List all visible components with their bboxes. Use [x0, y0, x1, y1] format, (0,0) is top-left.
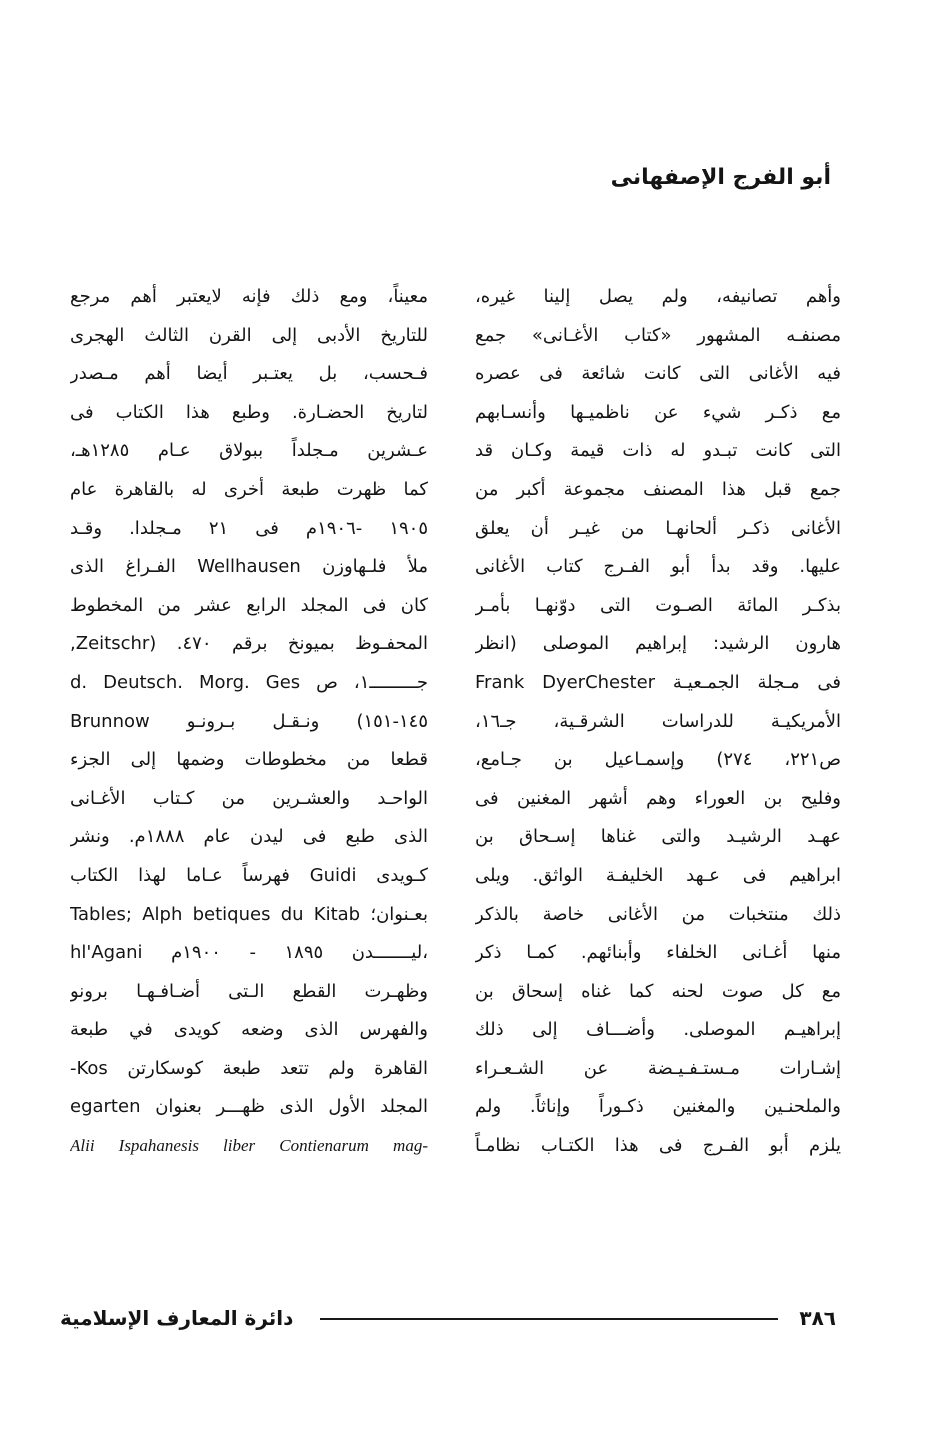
- page-number: ٣٨٦: [799, 1306, 836, 1330]
- page-footer: [60, 1298, 836, 1338]
- body-line: كـويدى Guidi فهرساً عـاما لهذا الكتاب: [70, 864, 428, 886]
- body-line: بذكـر المائة الصـوت التى دوّنهـا بأمـر: [475, 594, 841, 616]
- body-line: d. Deutsch. Morg. Ges جـــــــــ١، ص: [70, 671, 428, 693]
- body-line: ذلك منتخبات من الأغانى خاصة بالذكر: [475, 903, 841, 925]
- body-line: وأهم تصانيفه، ولم يصل إلينا غيره،: [475, 286, 841, 307]
- body-line: يلزم أبو الفـرج فى هذا الكتـاب نظامـاً: [475, 1135, 841, 1157]
- body-line: Alii Ispahanesis liber Contienarum mag-: [70, 1136, 428, 1156]
- body-line: ص٢٢١، ٢٧٤) وإسمـاعيل بن جـامع،: [475, 749, 841, 771]
- text-column-left: [70, 278, 428, 1166]
- body-line: معيناً، ومع ذلك فإنه لايعتبر أهم مرجع: [70, 286, 428, 307]
- body-line: القاهرة ولم تتعد طبعة كوسكارتن Kos-: [70, 1057, 428, 1079]
- body-line: وفليح بن العوراء وهم أشهر المغنين فى: [475, 787, 841, 809]
- body-line: مصنفـه المشهور «كتاب الأغـانى» جمع: [475, 324, 841, 346]
- body-line: الأغانى ذكـر ألحانهـا من غيـر أن يعلق: [475, 517, 841, 539]
- body-line: وظهـرت القطع الـتى أضـافـهـا برونو: [70, 980, 428, 1002]
- body-line: بعـنوان؛ Tables; Alph betiques du Kitab: [70, 903, 428, 925]
- body-line: هارون الرشيد: إبراهيم الموصلى (انظر: [475, 633, 841, 655]
- body-line: الواحـد والعشـرين من كـتاب الأغـانى: [70, 787, 428, 809]
- body-line: الذى طبع فى ليدن عام ١٨٨٨م. ونشر: [70, 826, 428, 848]
- running-header-title: أبو الفرج الإصفهانى: [610, 165, 831, 190]
- body-line: كما ظهرت طبعة أخرى له بالقاهرة عام: [70, 478, 428, 500]
- body-line: إبراهيـم الموصلى. وأضـــاف إلى ذلك: [475, 1019, 841, 1041]
- body-line: عـشرين مـجلداً ببولاق عـام ١٢٨٥هـ،: [70, 440, 428, 462]
- body-line: فيه الأغانى التى كانت شائعة فى عصره: [475, 363, 841, 385]
- text-column-right: [475, 278, 841, 1166]
- body-line: فـحسب، بل يعتـبر أيضا أهم مـصدر: [70, 363, 428, 385]
- body-line: مع ذكـر شيء عن ناظميـها وأنسـابهم: [475, 401, 841, 423]
- body-line: عليها. وقد بدأ أبو الفـرج كتاب الأغانى: [475, 556, 841, 578]
- body-line: مع كل صوت لحنه كما غناه إسحاق بن: [475, 980, 841, 1002]
- body-line: لتاريخ الحضـارة. وطبع هذا الكتاب فى: [70, 401, 428, 423]
- body-line: الأمريكيـة للدراسات الشرقـية، جـ١٦،: [475, 710, 841, 732]
- body-line: إشـارات مـستـفـيـضة عن الشـعـراء: [475, 1057, 841, 1079]
- body-line: ١٩٠٥ -١٩٠٦م فى ٢١ مـجلدا. وقـد: [70, 517, 428, 539]
- body-line: كان فى المجلد الرابع عشر من المخطوط: [70, 594, 428, 616]
- body-line: جمع قبل هذا المصنف مجموعة أكبر من: [475, 478, 841, 500]
- body-line: والفهرس الذى وضعه كويدى في طبعة: [70, 1019, 428, 1041]
- body-line: للتاريخ الأدبى إلى القرن الثالث الهجرى: [70, 324, 428, 346]
- body-line: والملحنـين والمغنين ذكـوراً وإناثاً. ولم: [475, 1096, 841, 1118]
- body-line: منها أغـانى الخلفاء وأبنائهم. كمـا ذكر: [475, 942, 841, 964]
- body-line: hl'Agani ليـــــــدن ١٨٩٥ - ١٩٠٠م،: [70, 942, 428, 964]
- body-line: ابراهيم فى عـهد الخليفـة الواثق. ويلى: [475, 864, 841, 886]
- body-line: قطعا من مخطوطات وضمها إلى الجزء: [70, 749, 428, 771]
- body-line: التى كانت تبـدو له ذات قيمة وكـان قد: [475, 440, 841, 462]
- body-line: المحفـوظ بميونخ برقم ٤٧٠. (Zeitschr,: [70, 633, 428, 655]
- body-line: ملأ فلـهاوزن Wellhausen الفـراغ الذى: [70, 556, 428, 578]
- body-line: ١٤٥-١٥١) ونـقـل بـرونـو Brunnow: [70, 710, 428, 732]
- body-line: egarten المجلد الأول الذى ظهـــر بعنوان: [70, 1096, 428, 1118]
- body-line: Frank DyerChester فى مـجلة الجمـعيـة: [475, 671, 841, 693]
- body-line: عهـد الرشيـد والتى غناها إسـحاق بن: [475, 826, 841, 848]
- footer-divider: [320, 1318, 778, 1320]
- publication-title: دائرة المعارف الإسلامية: [60, 1306, 294, 1330]
